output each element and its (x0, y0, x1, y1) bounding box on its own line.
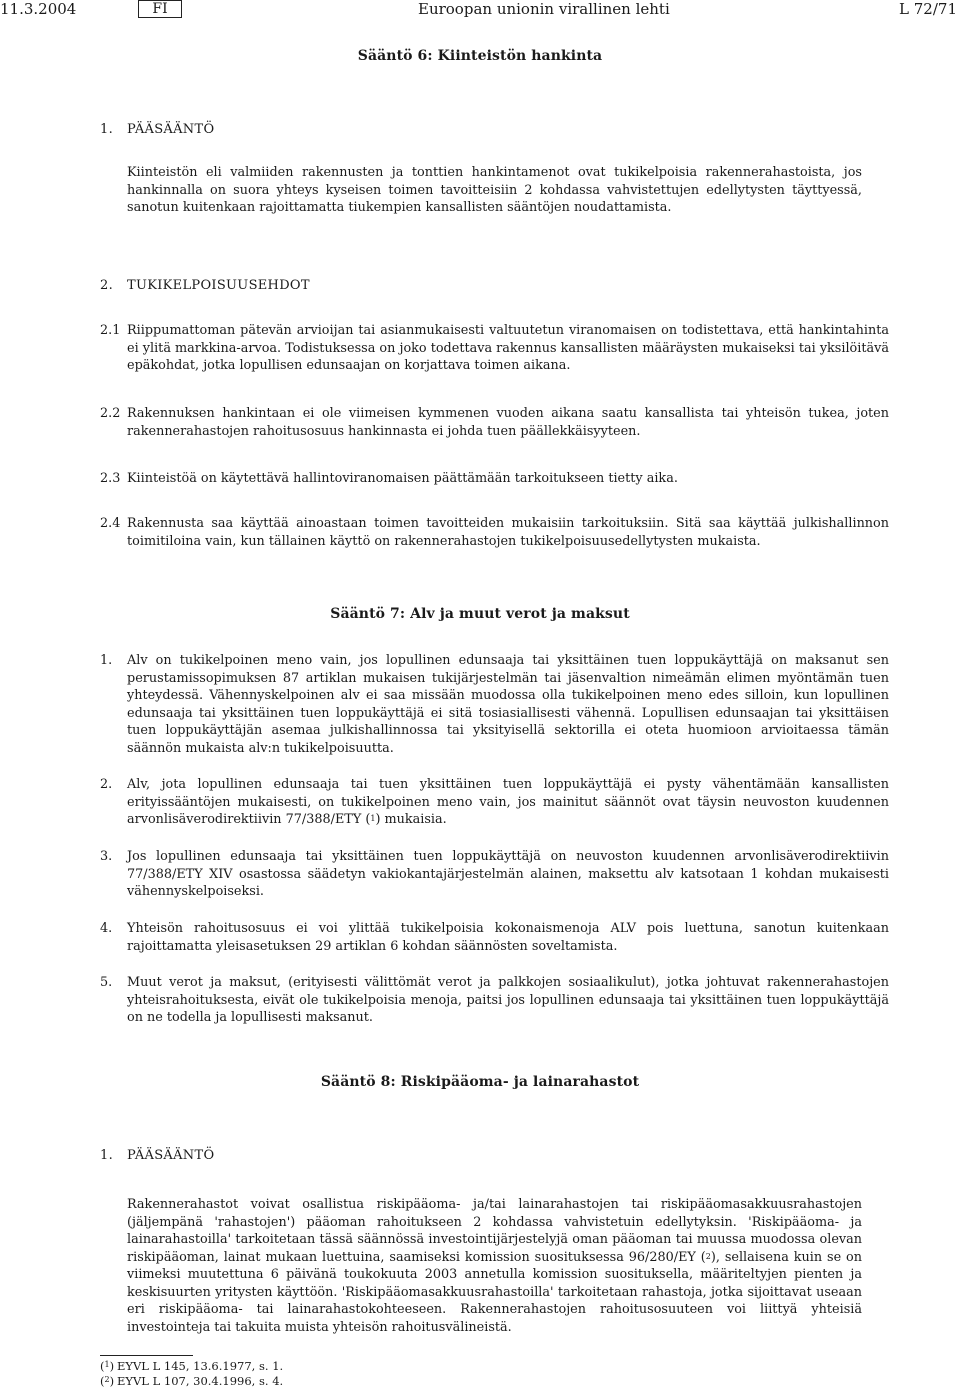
footnote-text: EYVL L 107, 30.4.1996, s. 4. (117, 1374, 284, 1388)
footnote-ref[interactable]: 2 (705, 1251, 711, 1261)
item-number: 2.2 (100, 406, 121, 421)
rule6-section1-text: Kiinteistön eli valmiiden rakennusten ja tonttien hankintamenot ovat tukikelpoisia rakennerahastoista, jos hankinnalla on suora yhteys kyseisen toimen tavoitteisiin 2 kohdassa vahvistettujen edellytysten täyttyessä, sanotun kuitenkaan rajoittamatta tiukempien kansallisten sääntöjen noudattamista. (127, 165, 862, 215)
section-heading: PÄÄSÄÄNTÖ (127, 122, 215, 137)
footnote-mark: 1 (104, 1360, 110, 1369)
rule6-section2-heading (100, 278, 310, 293)
rule6-section1-heading (100, 122, 214, 137)
page-header (0, 0, 960, 22)
rule6-item-2-3 (100, 470, 889, 488)
item-text: Alv on tukikelpoinen meno vain, jos lopullinen edunsaaja tai yksittäinen tuen loppukäyttäjä on maksanut sen perustamissopimuksen 87 artiklan mukaisen tukijärjestelmän tai jäsenvaltion nimeämän elimen myöntämän tuen yhteydessä. Vähennyskelpoinen alv ei saa missään muodossa olla tukikelpoinen meno edes silloin, kun lopullinen edunsaaja tai yksittäinen tuen loppukäyttäjä ei sitä tosiasiallisesti vähennä. Lopullisen edunsaajan tai yksittäisen tuen loppukäyttäjän asemaa julkishallinnossa tai yksityisellä sektorilla ei oteta huomioon arvioitaessa tämän säännön mukaista alv:n tukikelpoisuutta. (127, 653, 889, 756)
item-text: Jos lopullinen edunsaaja tai yksittäinen tuen loppukäyttäjä on neuvoston kuudennen arvonlisäverodirektiivin 77/388/ETY XIV osastossa säädetyn vakiokantajärjestelmän alainen, maksettu alv katsotaan 1 kohdan mukaisesti vähennyskelpoiseksi. (127, 849, 889, 899)
rule7-item-4 (100, 920, 889, 955)
rule6-item-2-2 (100, 405, 889, 440)
paragraph-text: Rakennerahastot voivat osallistua riskipääoma- ja/tai lainarahastojen tai riskipääomasakkuusrahastojen (jäljempänä 'rahastojen') pääoman rahoitukseen 2 kohdassa vahvistetuin edellytyksin. 'Riskipääoma- ja lainarahastoilla' tarkoitetaan tässä säännössä investointijärjestelyjä oman pääoman tai muussa muodossa olevan riskipääoman, lainat mukaan luettuina, saamiseksi komission suosituksessa 96/280/EY ( (127, 1197, 862, 1265)
footnote-divider (100, 1355, 193, 1356)
item-number: 2.1 (100, 323, 121, 338)
item-number: 2. (100, 777, 113, 792)
rule7-title: Sääntö 7: Alv ja muut verot ja maksut (330, 606, 630, 622)
item-text: Muut verot ja maksut, (erityisesti välittömät verot ja palkkojen sosiaalikulut), jotka johtuvat rakennerahastojen yhteisrahoituksesta, eivät ole tukikelpoisia menoja, paitsi jos lopullinen edunsaaja tai yksittäinen tuen loppukäyttäjä on ne todella ja lopullisesti maksanut. (127, 975, 889, 1025)
item-text: Alv, jota lopullinen edunsaaja tai tuen yksittäinen tuen loppukäyttäjä ei pysty vähentämään kansallisten erityissääntöjen mukaisesti, on tukikelpoinen meno vain, jos mainitut säännöt ovat täysin neuvoston kuudennen arvonlisäverodirektiivin 77/388/ETY ( (127, 777, 889, 827)
item-number: 1. (100, 653, 113, 668)
rule8-section1-text (127, 1196, 862, 1336)
page-reference: L 72/71 (899, 0, 957, 18)
rule8-title: Sääntö 8: Riskipääoma- ja lainarahastot (320, 1074, 640, 1090)
item-text: Riippumattoman pätevän arvioijan tai asianmukaisesti valtuutetun viranomaisen on todistettava, että hankintahinta ei ylitä markkina-arvoa. Todistuksessa on joko todettava rakennus kansallisten määräysten mukaiseksi tai yksilöitävä epäkohdat, jotka lopullisen edunsaajan on korjattava toimen aikana. (127, 323, 889, 373)
rule7-item-2 (100, 776, 889, 829)
header-date: 11.3.2004 (0, 0, 77, 18)
rule7-item-3 (100, 848, 889, 901)
language-box: FI (138, 0, 182, 18)
footnote-text: EYVL L 145, 13.6.1977, s. 1. (117, 1359, 284, 1373)
footnote-mark: 2 (104, 1375, 110, 1384)
rule6-title: Sääntö 6: Kiinteistön hankinta (357, 48, 603, 64)
rule6-item-2-4 (100, 515, 889, 550)
section-number: 1. (100, 122, 114, 137)
item-text-tail: ) mukaisia. (375, 812, 447, 827)
item-number: 5. (100, 975, 113, 990)
footnote-ref[interactable]: 1 (370, 814, 376, 823)
rule7-item-1 (100, 652, 889, 757)
item-text: Rakennuksen hankintaan ei ole viimeisen kymmenen vuoden aikana saatu kansallista tai yhteisön tukea, joten rakennerahastojen rahoitusosuus hankinnasta ei johda tuen päällekkäisyyteen. (127, 406, 889, 439)
item-number: 4. (100, 921, 113, 936)
footnote-1: ($^1$) EYVL L 145, 13.6.1977, s. 1. (100, 1359, 284, 1373)
section-heading: TUKIKELPOISUUSEHDOT (127, 278, 310, 293)
paragraph-text-cont: ), sellaisena kuin se on viimeksi muutettuna 6 päivänä toukokuuta 2003 annetulla komission suosituksella, määriteltyjen pienten ja keskisuurten yritysten käyttöön. 'Riskipääomasakkuusrahastoilla' tarkoitetaan rahastoja, jotka sijoittavat useaan eri riskipääoma- tai lainarahastokohteeseen. Rakennerahastojen rahoitusosuuteen voi liittyä yhteisiä investointeja tai takuita muista yhteisön rahoitusvälineistä. (127, 1249, 862, 1335)
section-number: 1. (100, 1148, 114, 1163)
rule6-item-2-1 (100, 322, 889, 375)
rule8-section1-heading (100, 1148, 214, 1163)
section-heading: PÄÄSÄÄNTÖ (127, 1148, 215, 1163)
item-text: Kiinteistöä on käytettävä hallintoviranomaisen päättämään tarkoitukseen tietty aika. (127, 471, 678, 486)
item-text: Rakennusta saa käyttää ainoastaan toimen tavoitteiden mukaisiin tarkoituksiin. Sitä saa käyttää julkishallinnon toimitiloina vain, kun tällainen käyttö on rakennerahastojen tukikelpoisuusedellytysten mukaista. (127, 516, 889, 549)
rule7-item-5 (100, 974, 889, 1027)
footnote-2: ($^2$) EYVL L 107, 30.4.1996, s. 4. (100, 1374, 284, 1388)
item-number: 3. (100, 849, 113, 864)
item-number: 2.3 (100, 471, 121, 486)
item-text: Yhteisön rahoitusosuus ei voi ylittää tukikelpoisia kokonaismenoja ALV pois luettuna, sanotun kuitenkaan rajoittamatta yleisasetuksen 29 artiklan 6 kohdan säännösten soveltamista. (127, 921, 889, 954)
item-number: 2.4 (100, 516, 121, 531)
journal-title: Euroopan unionin virallinen lehti (418, 0, 670, 18)
section-number: 2. (100, 278, 114, 293)
